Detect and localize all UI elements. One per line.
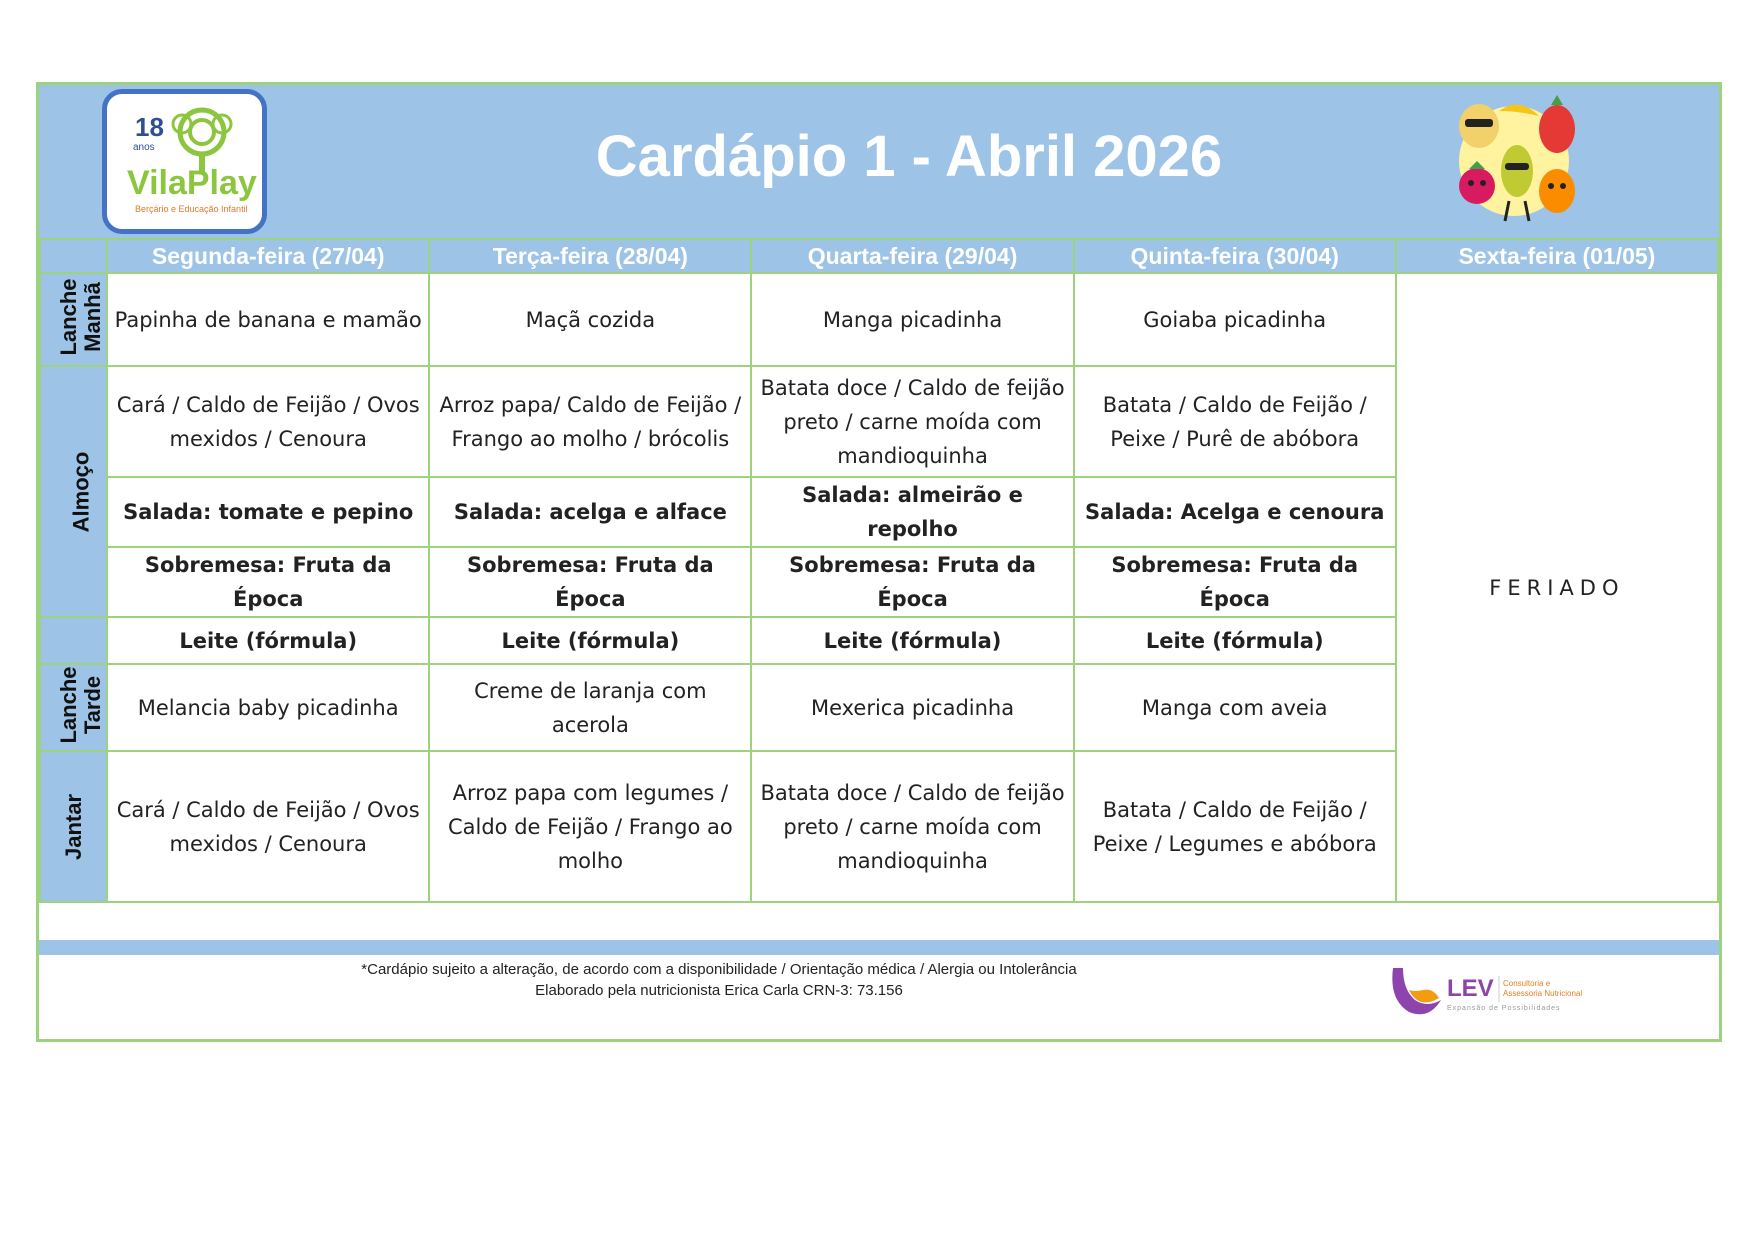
cell-almoco-mon: Cará / Caldo de Feijão / Ovos mexidos / Cenoura (107, 366, 429, 477)
cell-lanche-tarde-mon: Melancia baby picadinha (107, 664, 429, 751)
cell-sobremesa-wed: Sobremesa: Fruta da Época (751, 547, 1073, 617)
cell-salada-thu: Salada: Acelga e cenoura (1074, 477, 1396, 547)
cell-almoco-tue: Arroz papa/ Caldo de Feijão / Frango ao molho / brócolis (429, 366, 751, 477)
cell-jantar-tue: Arroz papa com legumes / Caldo de Feijão / Frango ao molho (429, 751, 751, 902)
footer-note-author: Elaborado pela nutricionista Erica Carla CRN-3: 73.156 (535, 982, 903, 999)
cell-sobremesa-mon: Sobremesa: Fruta da Época (107, 547, 429, 617)
day-header-friday: Sexta-feira (01/05) (1396, 239, 1718, 273)
logo-badge: 18 (135, 112, 164, 142)
cell-jantar-wed: Batata doce / Caldo de feijão preto / carne moída com mandioquinha (751, 751, 1073, 902)
corner-cell (40, 239, 107, 273)
logo-tagline: Berçário e Educação Infantil (135, 204, 248, 214)
cell-lanche-manha-wed: Manga picadinha (751, 273, 1073, 366)
logo-badge-sub: anos (133, 142, 155, 153)
lev-sub3: Expansão de Possibilidades (1447, 1005, 1561, 1012)
cell-lanche-manha-mon: Papinha de banana e mamão (107, 273, 429, 366)
vilaplay-logo (102, 89, 267, 234)
section-label: Almoço (68, 451, 94, 532)
cell-leite-wed: Leite (fórmula) (751, 617, 1073, 664)
cell-leite-mon: Leite (fórmula) (107, 617, 429, 664)
cell-sobremesa-thu: Sobremesa: Fruta da Época (1074, 547, 1396, 617)
page-title: Cardápio 1 - Abril 2026 (595, 124, 1223, 189)
section-label: Jantar (61, 793, 87, 860)
cell-jantar-mon: Cará / Caldo de Feijão / Ovos mexidos / Cenoura (107, 751, 429, 902)
cell-lanche-tarde-thu: Manga com aveia (1074, 664, 1396, 751)
footer-strip (39, 940, 1719, 955)
day-header-monday: Segunda-feira (27/04) (107, 239, 429, 273)
menu-table (39, 238, 1719, 903)
section-almoco (40, 366, 107, 617)
lev-sub2: Assessoria Nutricional (1503, 989, 1583, 998)
logo-brand: VilaPlay (127, 164, 257, 202)
tree-icon (107, 94, 262, 229)
section-lanche-manha (40, 273, 107, 366)
day-header-wednesday: Quarta-feira (29/04) (751, 239, 1073, 273)
cell-almoco-wed: Batata doce / Caldo de feijão preto / carne moída com mandioquinha (751, 366, 1073, 477)
lev-sub1: Consultoria e (1503, 979, 1551, 988)
header-banner (39, 85, 1719, 238)
cell-almoco-thu: Batata / Caldo de Feijão / Peixe / Purê de abóbora (1074, 366, 1396, 477)
cell-sobremesa-tue: Sobremesa: Fruta da Época (429, 547, 751, 617)
cell-jantar-thu: Batata / Caldo de Feijão / Peixe / Legumes e abóbora (1074, 751, 1396, 902)
lev-name: LEV (1447, 975, 1494, 1002)
section-blank (40, 617, 107, 664)
cell-leite-thu: Leite (fórmula) (1074, 617, 1396, 664)
menu-frame (36, 82, 1722, 1042)
cell-salada-wed: Salada: almeirão e repolho (751, 477, 1073, 547)
section-lanche-tarde (40, 664, 107, 751)
cell-lanche-tarde-wed: Mexerica picadinha (751, 664, 1073, 751)
cell-salada-mon: Salada: tomate e pepino (107, 477, 429, 547)
footer-note-disclaimer: *Cardápio sujeito a alteração, de acordo com a disponibilidade / Orientação médica / Alergia ou Intolerância (361, 961, 1077, 978)
lev-logo (1389, 960, 1609, 1020)
day-header-tuesday: Terça-feira (28/04) (429, 239, 751, 273)
cell-lanche-tarde-tue: Creme de laranja com acerola (429, 664, 751, 751)
row-lanche-manha (40, 273, 1718, 366)
cell-lanche-manha-thu: Goiaba picadinha (1074, 273, 1396, 366)
fruit-characters-icon (1439, 91, 1589, 231)
day-header-row (40, 239, 1718, 273)
section-jantar (40, 751, 107, 902)
section-label: Lanche Manhã (56, 278, 105, 356)
cell-friday-feriado: FERIADO (1396, 273, 1718, 902)
cell-salada-tue: Salada: acelga e alface (429, 477, 751, 547)
section-label: Lanche Tarde (56, 666, 105, 744)
cell-leite-tue: Leite (fórmula) (429, 617, 751, 664)
day-header-thursday: Quinta-feira (30/04) (1074, 239, 1396, 273)
cell-lanche-manha-tue: Maçã cozida (429, 273, 751, 366)
